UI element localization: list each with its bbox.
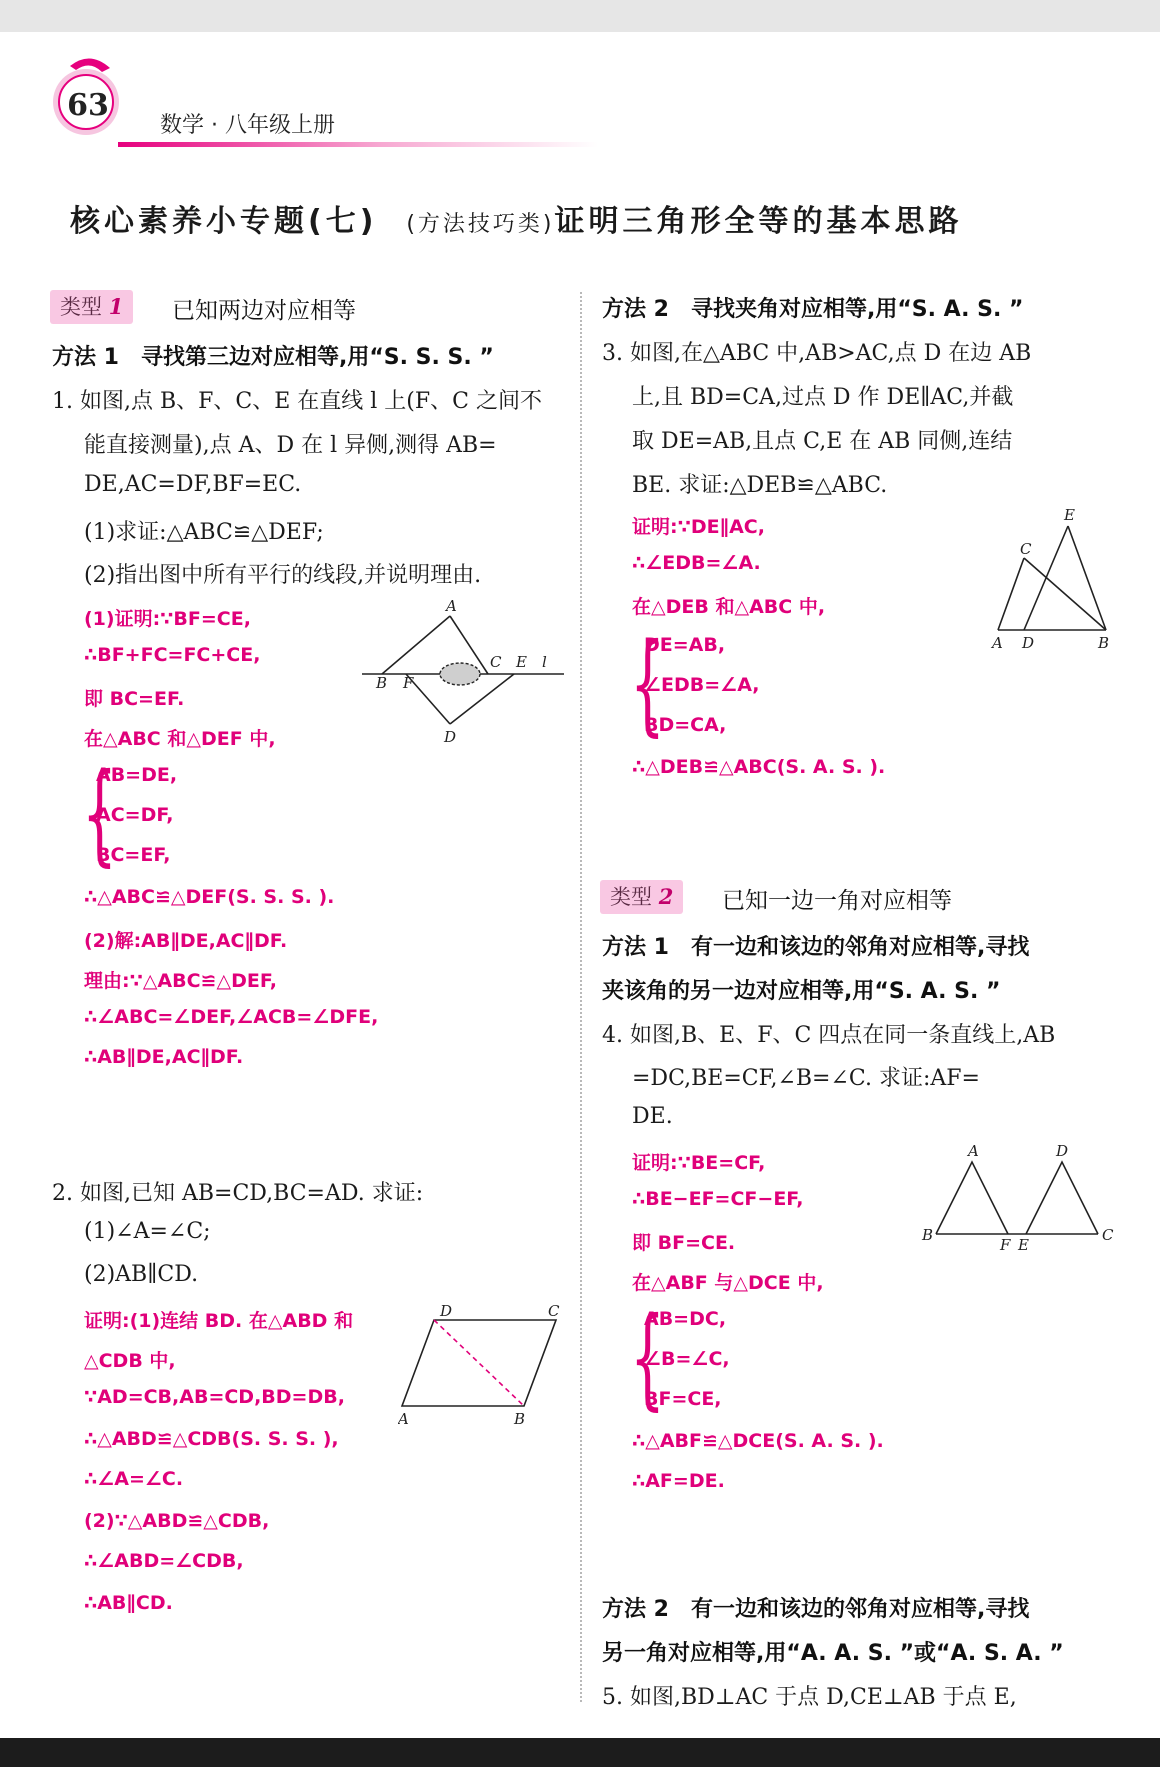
- answer-line: 在△DEB 和△ABC 中,: [632, 596, 826, 618]
- column-divider: [580, 292, 582, 1702]
- question-line: 3. 如图,在△ABC 中,AB>AC,点 D 在边 AB: [602, 341, 1032, 366]
- type-title-1: 已知两边对应相等: [172, 298, 356, 324]
- answer-line: AB=DE,: [96, 764, 178, 786]
- question-line: BE. 求证:△DEB≌△ABC.: [632, 473, 888, 498]
- answer-line: AB=DC,: [644, 1308, 727, 1330]
- figure-q2: [398, 1302, 568, 1432]
- question-line: 2. 如图,已知 AB=CD,BC=AD. 求证:: [52, 1181, 424, 1206]
- answer-line: DE=AB,: [644, 634, 726, 656]
- label-F: F: [403, 674, 414, 692]
- header-bar: [118, 142, 598, 147]
- label-C: C: [1102, 1226, 1114, 1244]
- label-E: E: [1064, 506, 1075, 524]
- figure-q3: [988, 504, 1114, 654]
- answer-line: ∴AB∥CD.: [84, 1592, 173, 1614]
- answer-line: 证明:∵BE=CF,: [632, 1152, 766, 1174]
- answer-line: 即 BC=EF.: [84, 688, 185, 710]
- book-title: 数学 · 八年级上册: [160, 113, 335, 138]
- figure-q1: [358, 596, 568, 746]
- method-heading: 方法 2 寻找夹角对应相等,用“S. A. S. ”: [602, 297, 1024, 322]
- label-B: B: [514, 1410, 526, 1428]
- brace: {: [82, 749, 117, 877]
- answer-line: 即 BF=CE.: [632, 1232, 736, 1254]
- answer-line: BF=CE,: [644, 1388, 722, 1410]
- title-tag: (方法技巧类): [406, 212, 555, 237]
- question-line: 4. 如图,B、E、F、C 四点在同一条直线上,AB: [602, 1023, 1056, 1048]
- question-line: DE.: [632, 1104, 673, 1129]
- answer-line: ∵AD=CB,AB=CD,BD=DB,: [84, 1386, 345, 1408]
- question-line: 能直接测量),点 A、D 在 l 异侧,测得 AB=: [84, 433, 497, 458]
- answer-line: ∴∠A=∠C.: [84, 1468, 184, 1490]
- label-C: C: [548, 1302, 560, 1320]
- answer-line: AC=DF,: [96, 804, 174, 826]
- brace: {: [630, 619, 665, 747]
- label-B: B: [922, 1226, 934, 1244]
- answer-line: BD=CA,: [644, 714, 727, 736]
- answer-line: ∴△ABC≌△DEF(S. S. S. ).: [84, 886, 335, 908]
- top-margin: [0, 0, 1160, 32]
- answer-line: 理由:∵△ABC≌△DEF,: [84, 970, 277, 992]
- method-heading: 方法 1 寻找第三边对应相等,用“S. S. S. ”: [52, 345, 494, 370]
- answer-line: ∴AB∥DE,AC∥DF.: [84, 1046, 244, 1068]
- answer-line: ∴BF+FC=FC+CE,: [84, 644, 261, 666]
- question-line: (2)指出图中所有平行的线段,并说明理由.: [84, 563, 482, 588]
- answer-line: ∴△DEB≌△ABC(S. A. S. ).: [632, 756, 886, 778]
- answer-line: (1)证明:∵BF=CE,: [84, 608, 251, 630]
- page-number: 63: [67, 88, 109, 123]
- answer-line: ∠EDB=∠A,: [644, 674, 760, 696]
- label-A: A: [398, 1410, 409, 1428]
- answer-line: 在△ABC 和△DEF 中,: [84, 728, 276, 750]
- badge-number: 1: [108, 294, 124, 319]
- answer-line: 证明:∵DE∥AC,: [632, 516, 765, 538]
- label-D: D: [444, 728, 457, 746]
- method-heading: 方法 1 有一边和该边的邻角对应相等,寻找: [602, 935, 1030, 960]
- label-l: l: [542, 653, 547, 671]
- answer-line: ∴∠ABC=∠DEF,∠ACB=∠DFE,: [84, 1006, 379, 1028]
- answer-line: (2)∵△ABD≌△CDB,: [84, 1510, 270, 1532]
- type-title-2: 已知一边一角对应相等: [722, 888, 952, 914]
- answer-line: BC=EF,: [96, 844, 171, 866]
- label-A: A: [968, 1144, 979, 1160]
- method-heading: 夹该角的另一边对应相等,用“S. A. S. ”: [602, 979, 1001, 1004]
- bottom-margin: [0, 1738, 1160, 1767]
- question-line: (1)∠A=∠C;: [84, 1219, 211, 1244]
- brace: {: [630, 1293, 665, 1421]
- answer-line: 在△ABF 与△DCE 中,: [632, 1272, 824, 1294]
- label-D: D: [440, 1302, 453, 1320]
- badge-label: 类型: [60, 295, 102, 319]
- question-line: (1)求证:△ABC≌△DEF;: [84, 520, 324, 545]
- label-E: E: [516, 653, 527, 671]
- label-D: D: [1022, 634, 1035, 652]
- answer-line: ∴△ABF≌△DCE(S. A. S. ).: [632, 1430, 884, 1452]
- answer-line: ∴∠EDB=∠A.: [632, 552, 761, 574]
- question-line: DE,AC=DF,BF=EC.: [84, 472, 302, 497]
- badge-label: 类型: [610, 885, 652, 909]
- type-badge-2: [600, 880, 683, 914]
- question-line: 1. 如图,点 B、F、C、E 在直线 l 上(F、C 之间不: [52, 389, 542, 414]
- label-B: B: [376, 674, 388, 692]
- label-B: B: [1098, 634, 1110, 652]
- label-C: C: [1020, 540, 1032, 558]
- title-subject: 证明三角形全等的基本思路: [554, 204, 963, 239]
- question-line: 5. 如图,BD⊥AC 于点 D,CE⊥AB 于点 E,: [602, 1685, 1017, 1710]
- answer-line: ∴∠ABD=∠CDB,: [84, 1550, 244, 1572]
- label-C: C: [490, 653, 502, 671]
- question-line: (2)AB∥CD.: [84, 1262, 199, 1287]
- answer-line: △CDB 中,: [84, 1350, 176, 1372]
- answer-line: ∴BE−EF=CF−EF,: [632, 1188, 804, 1210]
- method-heading: 方法 2 有一边和该边的邻角对应相等,寻找: [602, 1597, 1030, 1622]
- label-E: E: [1018, 1236, 1029, 1252]
- answer-line: ∠B=∠C,: [644, 1348, 730, 1370]
- question-line: =DC,BE=CF,∠B=∠C. 求证:AF=: [632, 1066, 980, 1091]
- answer-line: ∴AF=DE.: [632, 1470, 725, 1492]
- answer-line: (2)解:AB∥DE,AC∥DF.: [84, 930, 288, 952]
- type-badge-1: [50, 290, 133, 324]
- question-line: 取 DE=AB,且点 C,E 在 AB 同侧,连结: [632, 429, 1013, 454]
- label-A: A: [446, 597, 457, 615]
- question-line: 上,且 BD=CA,过点 D 作 DE∥AC,并截: [632, 385, 1014, 410]
- answer-line: 证明:(1)连结 BD. 在△ABD 和: [84, 1310, 354, 1332]
- method-heading: 另一角对应相等,用“A. A. S. ”或“A. S. A. ”: [602, 1641, 1064, 1666]
- label-D: D: [1056, 1144, 1069, 1160]
- label-F: F: [1000, 1236, 1011, 1252]
- page-title: [70, 196, 1100, 240]
- figure-q4: [918, 1144, 1118, 1252]
- answer-line: ∴△ABD≌△CDB(S. S. S. ),: [84, 1428, 339, 1450]
- title-main: 核心素养小专题(七): [70, 204, 378, 239]
- label-A: A: [992, 634, 1003, 652]
- badge-number: 2: [658, 884, 674, 909]
